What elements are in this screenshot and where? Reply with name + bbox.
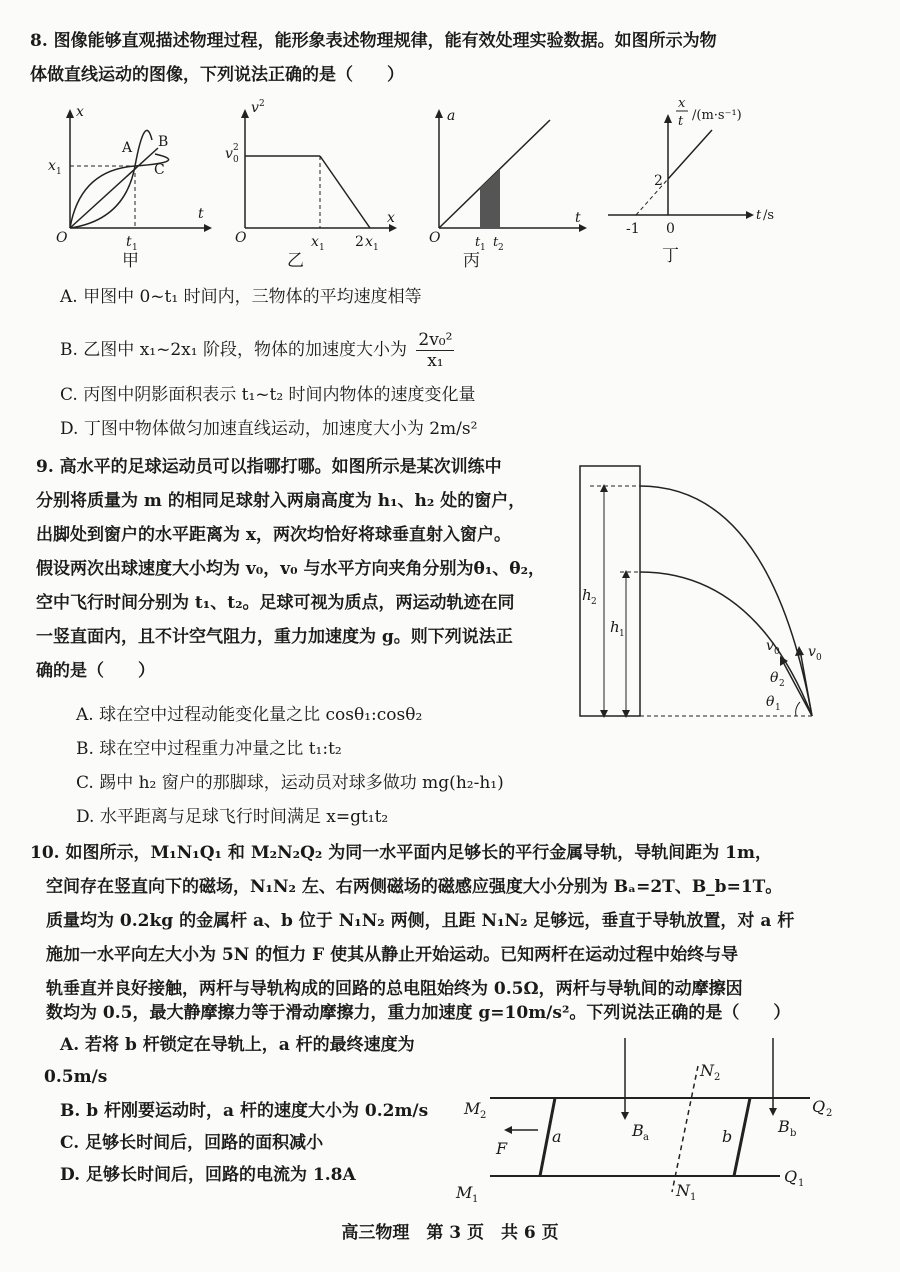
svg-text:x: x [387,210,395,226]
svg-text:2: 2 [480,1110,487,1121]
svg-text:C: C [154,162,165,178]
svg-text:t: t [575,210,581,226]
q8-graph-jia [40,100,230,271]
svg-text:N: N [700,1061,714,1080]
svg-text:2: 2 [355,234,364,250]
svg-text:M: M [464,1099,481,1118]
svg-text:1: 1 [690,1192,697,1203]
q8-option-a: A. 甲图中 0~t₁ 时间内，三物体的平均速度相等 [60,287,422,307]
svg-text:0: 0 [233,155,239,165]
q9-stem-line7: 确的是（ ） [36,661,155,681]
svg-text:2: 2 [498,243,504,253]
q10-option-a-line1: A. 若将 b 杆锁定在导轨上，a 杆的最终速度为 [60,1035,415,1055]
svg-text:x: x [311,234,319,250]
svg-text:2: 2 [259,99,265,109]
q9-stem-line2: 分别将质量为 m 的相同足球射入两扇高度为 h₁、h₂ 处的窗户， [36,491,526,511]
svg-text:x: x [365,234,373,250]
q9-stem-line1: 9. 高水平的足球运动员可以指哪打哪。如图所示是某次训练中 [36,457,502,477]
q10-option-b: B. b 杆刚要运动时，a 杆的速度大小为 0.2m/s [60,1101,429,1121]
svg-text:B: B [778,1117,790,1136]
svg-text:O: O [235,230,247,246]
svg-text:t: t [678,114,684,129]
svg-text:2: 2 [654,173,663,189]
graph-label-bing: 丙 [463,251,480,271]
svg-text:x: x [76,104,84,120]
q10-stem-line3: 质量均为 0.2kg 的金属杆 a、b 位于 N₁N₂ 两侧，且距 N₁N₂ 足够远，垂直于导轨放置，对 a 杆 [46,911,795,931]
svg-text:0: 0 [774,647,780,657]
svg-text:v: v [251,100,259,116]
svg-text:t: t [756,208,762,223]
svg-text:t: t [475,235,481,250]
svg-text:1: 1 [56,167,62,177]
svg-text:O: O [429,230,441,246]
q8-option-b-denominator: x₁ [427,351,444,371]
svg-text:a: a [643,1132,649,1143]
q9-option-d: D. 水平距离与足球飞行时间满足 x=gt₁t₂ [76,807,389,827]
svg-text:B: B [632,1121,644,1140]
svg-text:/s: /s [763,208,775,223]
q10-figure [450,1032,850,1212]
svg-text:v: v [808,644,816,660]
q8-option-b-numerator: 2v₀² [418,330,453,350]
svg-text:t: t [126,234,132,250]
q8-option-b: B. 乙图中 x₁~2x₁ 阶段，物体的加速度大小为 $\frac{\text{2v₀²}}{\text{x₁}}$ [60,330,453,371]
q9-option-c: C. 踢中 h₂ 窗户的那脚球，运动员对球多做功 mg(h₂-h₁) [76,773,504,793]
q10-option-c: C. 足够长时间后，回路的面积减小 [60,1133,324,1153]
graph-label-jia: 甲 [122,251,139,271]
svg-text:1: 1 [480,243,486,253]
svg-text:A: A [122,140,133,156]
svg-text:1: 1 [798,1178,805,1189]
svg-text:2: 2 [714,1072,721,1083]
svg-text:v: v [766,638,774,654]
q10-stem-line5: 轨垂直并良好接触，两杆与导轨构成的回路的总电阻始终为 0.5Ω，两杆与导轨间的动摩擦因 [46,979,743,999]
svg-text:b: b [722,1127,733,1146]
svg-text:1: 1 [775,703,781,713]
svg-text:x: x [678,96,686,111]
q9-stem-line3: 出脚处到窗户的水平距离为 x，两次均恰好将球垂直射入窗户。 [36,525,512,545]
svg-text:a: a [447,108,456,124]
svg-text:2: 2 [591,597,597,607]
q8-graph-ding [600,95,780,265]
svg-text:2: 2 [233,143,239,153]
q8-graph-yi [225,99,415,271]
svg-text:-1: -1 [626,221,640,237]
q8-option-d: D. 丁图中物体做匀加速直线运动，加速度大小为 2m/s² [60,419,478,439]
q10-stem-line6: 数均为 0.5，最大静摩擦力等于滑动摩擦力，重力加速度 g=10m/s²。下列说法正确的是（ ） [46,1003,791,1023]
svg-text:1: 1 [132,243,138,253]
svg-text:h: h [610,618,620,636]
q10-stem-line4: 施加一水平向左大小为 5N 的恒力 F 使其从静止开始运动。已知两杆在运动过程中始终与导 [46,945,739,965]
svg-text:1: 1 [472,1194,479,1205]
svg-text:θ: θ [766,694,775,710]
svg-text:t: t [493,235,499,250]
svg-text:2: 2 [826,1108,833,1119]
q9-stem-line5: 空中飞行时间分别为 t₁、t₂。足球可视为质点，两运动轨迹在同 [36,593,515,613]
svg-text:2: 2 [779,679,785,689]
q8-stem-line1: 8. 图像能够直观描述物理过程，能形象表述物理规律，能有效处理实验数据。如图所示为物 [30,31,717,51]
q9-figure [560,460,840,730]
q10-stem-line1: 10. 如图所示，M₁N₁Q₁ 和 M₂N₂Q₂ 为同一水平面内足够长的平行金属导轨，导轨间距为 1m， [30,843,772,863]
q8-stem-line2: 体做直线运动的图像，下列说法正确的是（ ） [30,65,404,85]
svg-text:1: 1 [373,243,379,253]
svg-text:B: B [158,134,169,150]
q10-option-d: D. 足够长时间后，回路的电流为 1.8A [60,1165,356,1185]
svg-text:0: 0 [666,221,675,237]
q9-option-a: A. 球在空中过程动能变化量之比 cosθ₁:cosθ₂ [76,705,423,725]
graph-label-yi: 乙 [287,251,304,271]
svg-text:/(m·s⁻¹): /(m·s⁻¹) [692,108,742,123]
svg-text:x: x [48,158,56,174]
svg-text:h: h [582,586,592,604]
svg-text:0: 0 [816,653,822,663]
svg-text:N: N [676,1181,690,1200]
svg-text:Q: Q [812,1097,826,1116]
page-footer: 高三物理 第 3 页 共 6 页 [341,1223,559,1243]
svg-text:t: t [198,206,204,222]
svg-text:1: 1 [619,629,625,639]
svg-text:Q: Q [784,1167,798,1186]
q9-stem-line6: 一竖直面内，且不计空气阻力，重力加速度为 g。则下列说法正 [36,627,513,647]
q10-stem-line2: 空间存在竖直向下的磁场，N₁N₂ 左、右两侧磁场的磁感应强度大小分别为 Bₐ=2T、B_b=1T。 [46,877,783,897]
svg-text:M: M [456,1183,473,1202]
graph-label-ding: 丁 [662,246,679,266]
q8-option-c: C. 丙图中阴影面积表示 t₁~t₂ 时间内物体的速度变化量 [60,385,476,405]
svg-text:b: b [790,1128,797,1139]
svg-text:a: a [552,1127,562,1146]
q9-option-b: B. 球在空中过程重力冲量之比 t₁:t₂ [76,739,342,759]
q8-graph-bing [425,100,605,271]
svg-text:O: O [56,230,68,246]
q10-option-a-line2: 0.5m/s [44,1067,108,1087]
svg-text:θ: θ [770,670,779,686]
svg-text:v: v [225,146,233,162]
svg-text:F: F [496,1139,508,1158]
svg-text:1: 1 [319,243,325,253]
q9-stem-line4: 假设两次出球速度大小均为 v₀，v₀ 与水平方向夹角分别为θ₁、θ₂， [36,559,546,579]
